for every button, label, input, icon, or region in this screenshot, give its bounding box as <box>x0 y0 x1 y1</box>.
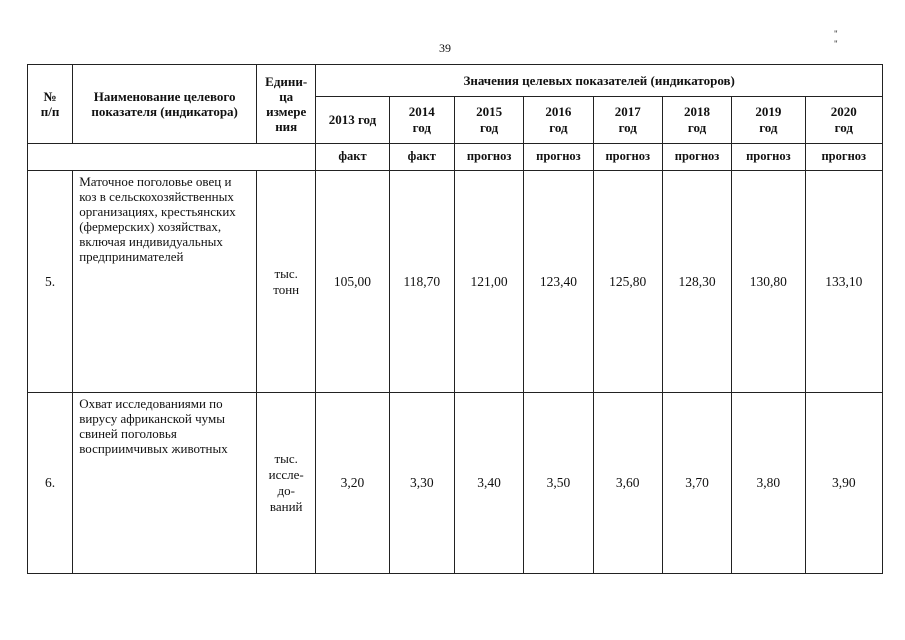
header-year-0: 2013 год <box>316 97 389 143</box>
header-year-7: 2020 год <box>805 97 882 143</box>
header-status-6: прогноз <box>732 143 805 170</box>
status-blank <box>28 143 316 170</box>
value-cell-1: 3,30 <box>389 393 454 574</box>
value-cell-2: 121,00 <box>454 171 523 393</box>
header-year-4: 2017 год <box>593 97 662 143</box>
table-body <box>28 65 883 574</box>
table-row <box>28 171 883 393</box>
header-year-3: 2016 год <box>524 97 593 143</box>
status-row <box>28 143 883 170</box>
value-cell-6: 3,80 <box>732 393 805 574</box>
header-status-4: прогноз <box>593 143 662 170</box>
header-status-3: прогноз <box>524 143 593 170</box>
page-number: 39 <box>439 41 451 55</box>
header-status-0: факт <box>316 143 389 170</box>
unit-of-measure: тыс. иссле- до- ваний <box>257 393 316 574</box>
header-year-1: 2014 год <box>389 97 454 143</box>
header-year-5: 2018 год <box>662 97 731 143</box>
unit-of-measure: тыс. тонн <box>257 171 316 393</box>
indicator-name: Охват исследованиями по вирусу африканской чумы свиней поголовья восприимчивых животных <box>73 393 257 574</box>
header-unit: Едини- ца измере ния <box>257 65 316 144</box>
value-cell-7: 133,10 <box>805 171 882 393</box>
table-row <box>28 393 883 574</box>
header-values-title: Значения целевых показателей (индикаторов) <box>316 65 883 97</box>
row-number: 5. <box>28 171 73 393</box>
value-cell-4: 125,80 <box>593 171 662 393</box>
header-year-2: 2015 год <box>454 97 523 143</box>
indicator-name: Маточное поголовье овец и коз в сельскохозяйственных организациях, крестьянских (фермерских) хозяйствах, включая индивидуальных предпринимателей <box>73 171 257 393</box>
value-cell-3: 123,40 <box>524 171 593 393</box>
value-cell-4: 3,60 <box>593 393 662 574</box>
header-no: № п/п <box>28 65 73 144</box>
header-name: Наименование целевого показателя (индикатора) <box>73 65 257 144</box>
header-status-2: прогноз <box>454 143 523 170</box>
value-cell-1: 118,70 <box>389 171 454 393</box>
indicators-table <box>27 64 883 574</box>
value-cell-5: 3,70 <box>662 393 731 574</box>
value-cell-7: 3,90 <box>805 393 882 574</box>
value-cell-2: 3,40 <box>454 393 523 574</box>
corner-marks: " " <box>834 29 864 49</box>
value-cell-5: 128,30 <box>662 171 731 393</box>
header-status-5: прогноз <box>662 143 731 170</box>
value-cell-0: 3,20 <box>316 393 389 574</box>
row-number: 6. <box>28 393 73 574</box>
value-cell-0: 105,00 <box>316 171 389 393</box>
header-status-1: факт <box>389 143 454 170</box>
value-cell-3: 3,50 <box>524 393 593 574</box>
header-year-6: 2019 год <box>732 97 805 143</box>
value-cell-6: 130,80 <box>732 171 805 393</box>
header-status-7: прогноз <box>805 143 882 170</box>
